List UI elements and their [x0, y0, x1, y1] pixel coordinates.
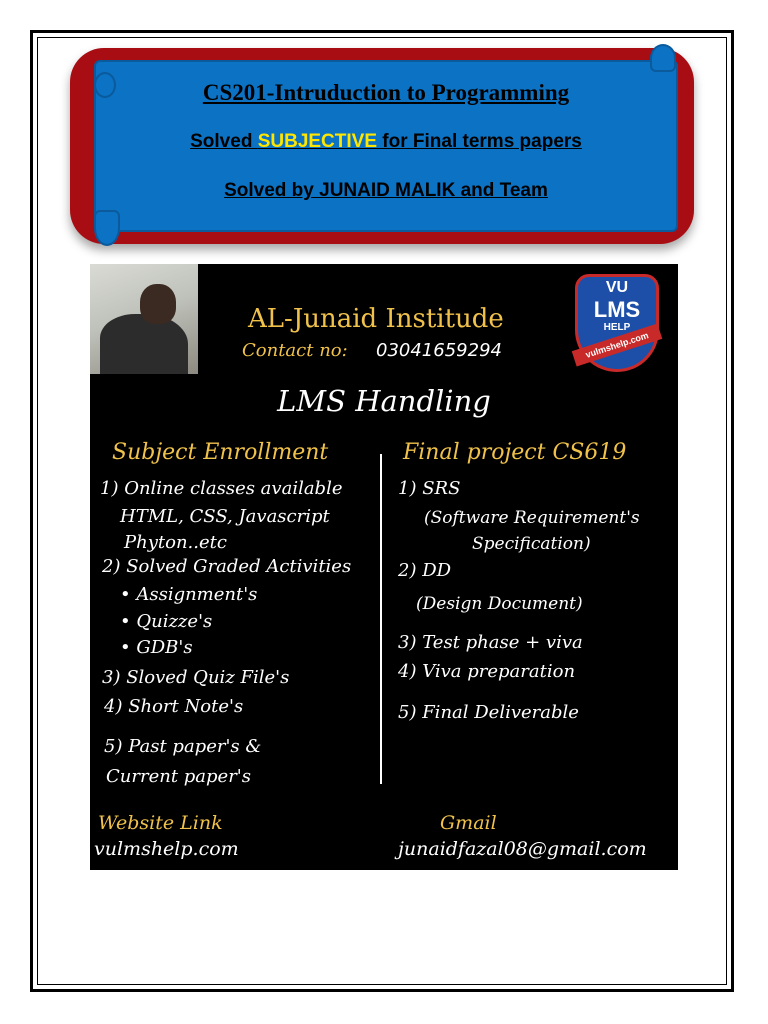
lms-poster [90, 264, 678, 870]
vu-lms-help-logo [575, 274, 659, 372]
column-divider [380, 454, 382, 784]
list-item: (Software Requirement's [424, 508, 640, 528]
list-item: 2) DD [398, 560, 452, 581]
list-item: (Design Document) [416, 594, 583, 614]
scroll-curl-left [94, 210, 120, 246]
list-item: HTML, CSS, Javascript [120, 506, 330, 527]
subject-enrollment-title: Subject Enrollment [112, 440, 329, 465]
subtitle-after: for Final terms papers [377, 131, 582, 152]
logo-ribbon: vulmshelp.com [572, 323, 663, 366]
list-item: 5) Past paper's & [104, 736, 262, 757]
logo-lms-text: LMS [593, 297, 641, 322]
banner-solved-by: Solved by JUNAID MALIK and Team [224, 180, 548, 201]
website-link[interactable]: vulmshelp.com [94, 838, 239, 860]
scroll-curl-right [650, 44, 676, 72]
institute-name: AL-Junaid Institude [248, 304, 504, 334]
list-item: 3) Test phase + viva [398, 632, 583, 653]
photo-body-shape [100, 314, 188, 374]
contact-label: Contact no: [242, 340, 348, 361]
subtitle-highlight: SUBJECTIVE [257, 131, 378, 152]
list-item: • GDB's [120, 637, 193, 658]
list-item: 2) Solved Graded Activities [102, 556, 352, 577]
banner-subtitle [94, 131, 678, 153]
logo-vu-text: VU [605, 279, 629, 296]
banner-title: CS201-Intruduction to Programming [202, 80, 570, 105]
lms-handling-heading: LMS Handling [277, 384, 491, 418]
subtitle-before: Solved [190, 131, 258, 152]
gmail-address[interactable]: junaidfazal08@gmail.com [398, 838, 647, 860]
list-item: • Quizze's [120, 611, 213, 632]
profile-photo [90, 264, 198, 374]
list-item: Current paper's [106, 766, 251, 787]
list-item: Phyton..etc [124, 532, 227, 553]
list-item: 1) Online classes available [100, 478, 343, 499]
photo-head-shape [140, 284, 176, 324]
contact-number: 03041659294 [376, 340, 502, 361]
list-item: 3) Sloved Quiz File's [102, 667, 290, 688]
list-item: 4) Viva preparation [398, 661, 576, 682]
list-item: 1) SRS [398, 478, 461, 499]
list-item: • Assignment's [120, 584, 258, 605]
final-project-title: Final project CS619 [403, 440, 627, 465]
list-item: Specification) [472, 534, 591, 554]
logo-help-text: HELP [603, 322, 631, 333]
gmail-label: Gmail [440, 812, 497, 834]
list-item: 4) Short Note's [104, 696, 244, 717]
list-item: 5) Final Deliverable [398, 702, 579, 723]
website-label: Website Link [98, 812, 223, 834]
